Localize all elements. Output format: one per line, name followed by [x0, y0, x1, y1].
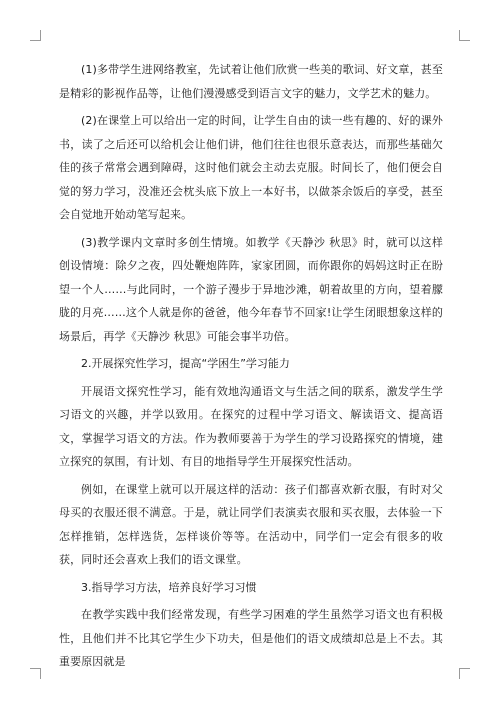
crop-mark-top-left [30, 30, 41, 41]
document-body [59, 58, 443, 674]
paragraph-6: 在教学实践中我们经常发现，有些学习困难的学生虽然学习语文也有积极性，且他们并不比其它学生少下功夫，但是他们的语文成绩却总是上不去。其重要原因就是 [59, 608, 443, 668]
section-heading-2: 2.开展探究性学习，提高“学困生”学习能力 [81, 357, 290, 370]
crop-mark-bottom-right [459, 668, 470, 679]
crop-mark-top-right [459, 30, 470, 41]
paragraph-2: (2)在课堂上可以给出一定的时间，让学生自由的读一些有趣的、好的课外书，读了之后还可以给机会让他们讲，他们往往也很乐意表达，而那些基础欠佳的孩子常常会遇到障碍，这时他们就会主动去克服。时间长了，他们便会自觉的努力学习，没准还会枕头底下放上一本好书，以做茶余饭后的享受，甚至会自觉地开始动笔写起来。 [59, 114, 443, 221]
section-heading-3: 3.指导学习方法，培养良好学习习惯 [81, 580, 257, 594]
paragraph-5: 例如，在课堂上就可以开展这样的活动：孩子们都喜欢新衣服，有时对父母买的衣服还很不满意。于是，就让同学们表演卖衣服和买衣服，去体验一下怎样推销，怎样选货，怎样谈价等等。在活动中，同学们一定会有很多的收获，同时还会喜欢上我们的语文课堂。 [59, 482, 443, 566]
paragraph-3: (3)教学课内文章时多创生情境。如教学《天静沙 秋思》时，就可以这样创设情境：除夕之夜，四处鞭炮阵阵，家家团圆，而你跟你的妈妈这时正在盼望一个人……与此同时，一个游子漫步于异地沙滩，朝着故里的方向，望着朦胧的月亮……这个人就是你的爸爸，他今年春节不回家!让学生闭眼想象这样的场景后，再学《天静沙 秋思》可能会事半功倍。 [59, 235, 443, 343]
crop-mark-bottom-left [30, 668, 41, 679]
paragraph-4: 开展语文探究性学习，能有效地沟通语文与生活之间的联系，激发学生学习语文的兴趣，并学以致用。在探究的过程中学习语文、解读语文、提高语文，掌握学习语文的方法。作为教师要善于为学生的学习设路探究的情境，建立探究的氛围，有计划、有目的地指导学生开展探究性活动。 [59, 384, 443, 468]
paragraph-1: (1)多带学生进网络教室，先试着让他们欣赏一些美的歌词、好文章，甚至是精彩的影视作品等，让他们漫漫感受到语言文字的魅力，文学艺术的魅力。 [59, 63, 443, 100]
